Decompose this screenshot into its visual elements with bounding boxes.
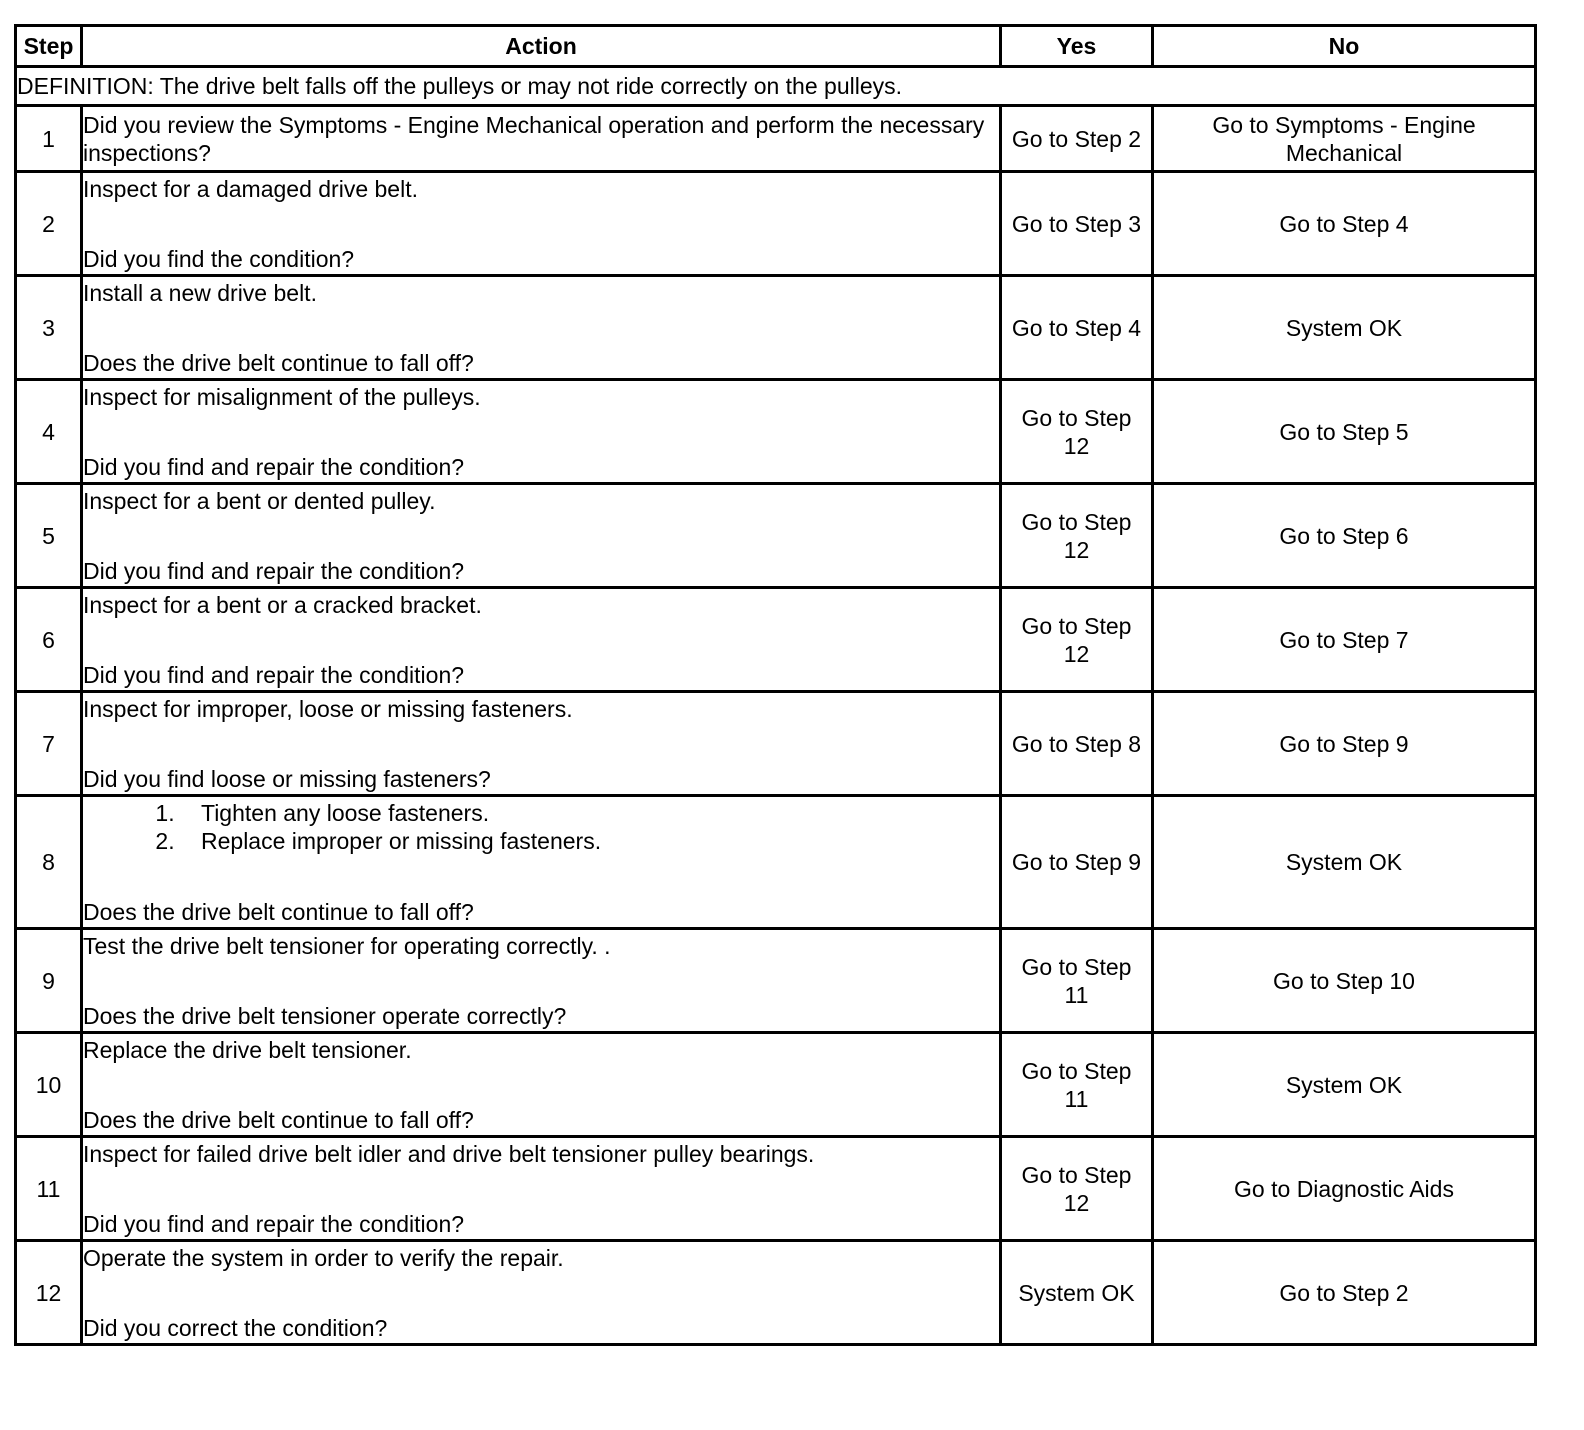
- step-number: 4: [16, 380, 82, 484]
- no-text: System OK: [1285, 849, 1403, 875]
- action-text: Inspect for misalignment of the pulleys.: [83, 383, 481, 410]
- definition-row: [16, 67, 1536, 106]
- action-cell: [82, 796, 1001, 929]
- no-text: Go to Step 7: [1279, 626, 1409, 653]
- question-text: Did you find and repair the condition?: [83, 557, 465, 584]
- table-row: [16, 276, 1536, 380]
- no-result: [1153, 484, 1536, 588]
- no-text: Go to Step 2: [1279, 1279, 1409, 1306]
- yes-text: Go to Step 12: [1021, 508, 1132, 563]
- step-number: 9: [16, 929, 82, 1033]
- no-text: Go to Diagnostic Aids: [1234, 1175, 1454, 1202]
- step-number: 12: [16, 1241, 82, 1345]
- action-text: Replace the drive belt tensioner.: [83, 1036, 412, 1063]
- no-text: Go to Step 10: [1273, 967, 1415, 994]
- action-cell: [82, 276, 1001, 380]
- yes-result: [1001, 106, 1153, 172]
- yes-result: [1001, 1241, 1153, 1345]
- no-text: Go to Step 6: [1279, 522, 1409, 549]
- yes-result: [1001, 692, 1153, 796]
- no-result: [1153, 796, 1536, 929]
- question-text: Does the drive belt continue to fall off?: [83, 898, 474, 925]
- yes-text: Go to Step 8: [1011, 730, 1142, 757]
- yes-result: [1001, 796, 1153, 929]
- yes-text: Go to Step 11: [1021, 953, 1132, 1008]
- no-result: [1153, 1033, 1536, 1137]
- table-row: [16, 106, 1536, 172]
- substep-item: 2. Replace improper or missing fasteners.: [181, 827, 999, 855]
- yes-text: Go to Step 12: [1021, 612, 1132, 667]
- step-number: 5: [16, 484, 82, 588]
- step-number: 7: [16, 692, 82, 796]
- no-result: [1153, 929, 1536, 1033]
- action-text: Inspect for a bent or dented pulley.: [83, 487, 436, 514]
- header-step: Step: [16, 26, 82, 67]
- diagnostic-table: [14, 24, 1537, 1346]
- header-yes: Yes: [1001, 26, 1153, 67]
- step-number: 6: [16, 588, 82, 692]
- no-result: [1153, 172, 1536, 276]
- action-cell: [82, 380, 1001, 484]
- table-row: [16, 380, 1536, 484]
- action-cell: [82, 172, 1001, 276]
- action-cell: [82, 1033, 1001, 1137]
- yes-text: Go to Step 4: [1011, 314, 1142, 341]
- action-cell: [82, 1241, 1001, 1345]
- table-row: [16, 588, 1536, 692]
- definition-text: DEFINITION: The drive belt falls off the pulleys or may not ride correctly on the pulleys.: [16, 67, 1536, 106]
- table-row: [16, 1137, 1536, 1241]
- action-cell: [82, 588, 1001, 692]
- action-cell: [82, 106, 1001, 172]
- question-text: Does the drive belt tensioner operate correctly?: [83, 1002, 567, 1029]
- question-text: Does the drive belt continue to fall off?: [83, 1106, 474, 1133]
- yes-result: [1001, 172, 1153, 276]
- question-text: Did you find the condition?: [83, 245, 355, 272]
- no-text: Go to Symptoms - Engine Mechanical: [1212, 111, 1476, 166]
- no-text: Go to Step 4: [1279, 210, 1409, 237]
- no-result: [1153, 588, 1536, 692]
- yes-result: [1001, 1033, 1153, 1137]
- yes-result: [1001, 380, 1153, 484]
- question-text: Did you find and repair the condition?: [83, 1210, 465, 1237]
- step-number: 3: [16, 276, 82, 380]
- action-cell: [82, 1137, 1001, 1241]
- yes-text: Go to Step 2: [1011, 125, 1142, 152]
- action-cell: [82, 484, 1001, 588]
- action-text: Inspect for failed drive belt idler and drive belt tensioner pulley bearings.: [83, 1140, 815, 1167]
- table-row: [16, 484, 1536, 588]
- table-row: [16, 929, 1536, 1033]
- table-row: [16, 1033, 1536, 1137]
- no-result: [1153, 106, 1536, 172]
- action-text: Test the drive belt tensioner for operating correctly. .: [83, 932, 611, 959]
- action-text: Install a new drive belt.: [83, 279, 317, 306]
- yes-text: Go to Step 11: [1021, 1057, 1132, 1112]
- yes-text: Go to Step 9: [1011, 849, 1142, 875]
- substep-list: [83, 799, 999, 855]
- yes-result: [1001, 1137, 1153, 1241]
- yes-result: [1001, 276, 1153, 380]
- step-number: 11: [16, 1137, 82, 1241]
- yes-text: Go to Step 12: [1021, 404, 1132, 459]
- no-text: Go to Step 9: [1279, 730, 1409, 757]
- question-text: Does the drive belt continue to fall off?: [83, 349, 474, 376]
- action-text: Did you review the Symptoms - Engine Mechanical operation and perform the necessary inspections?: [83, 111, 985, 166]
- table-row: [16, 1241, 1536, 1345]
- table-row: [16, 172, 1536, 276]
- question-text: Did you find and repair the condition?: [83, 661, 465, 688]
- step-number: 1: [16, 106, 82, 172]
- header-no: No: [1153, 26, 1536, 67]
- action-text: Inspect for a damaged drive belt.: [83, 175, 418, 202]
- yes-result: [1001, 588, 1153, 692]
- header-action: Action: [82, 26, 1001, 67]
- action-text: Inspect for a bent or a cracked bracket.: [83, 591, 482, 618]
- yes-text: Go to Step 12: [1021, 1161, 1132, 1216]
- action-cell: [82, 929, 1001, 1033]
- no-result: [1153, 1137, 1536, 1241]
- action-text: Inspect for improper, loose or missing fasteners.: [83, 695, 573, 722]
- no-result: [1153, 1241, 1536, 1345]
- table-row: [16, 692, 1536, 796]
- yes-result: [1001, 484, 1153, 588]
- yes-text: Go to Step 3: [1011, 210, 1142, 237]
- no-text: System OK: [1285, 1071, 1403, 1098]
- no-result: [1153, 692, 1536, 796]
- table-row: [16, 796, 1536, 929]
- yes-text: System OK: [1018, 1279, 1135, 1306]
- question-text: Did you find and repair the condition?: [83, 453, 465, 480]
- yes-result: [1001, 929, 1153, 1033]
- step-number: 10: [16, 1033, 82, 1137]
- substep-item: 1. Tighten any loose fasteners.: [181, 799, 999, 827]
- step-number: 8: [16, 796, 82, 929]
- question-text: Did you correct the condition?: [83, 1314, 388, 1341]
- action-text: Operate the system in order to verify the repair.: [83, 1244, 564, 1271]
- no-text: Go to Step 5: [1279, 418, 1409, 445]
- no-result: [1153, 380, 1536, 484]
- no-text: System OK: [1285, 314, 1403, 341]
- action-cell: [82, 692, 1001, 796]
- step-number: 2: [16, 172, 82, 276]
- header-row: [16, 26, 1536, 67]
- no-result: [1153, 276, 1536, 380]
- question-text: Did you find loose or missing fasteners?: [83, 765, 491, 792]
